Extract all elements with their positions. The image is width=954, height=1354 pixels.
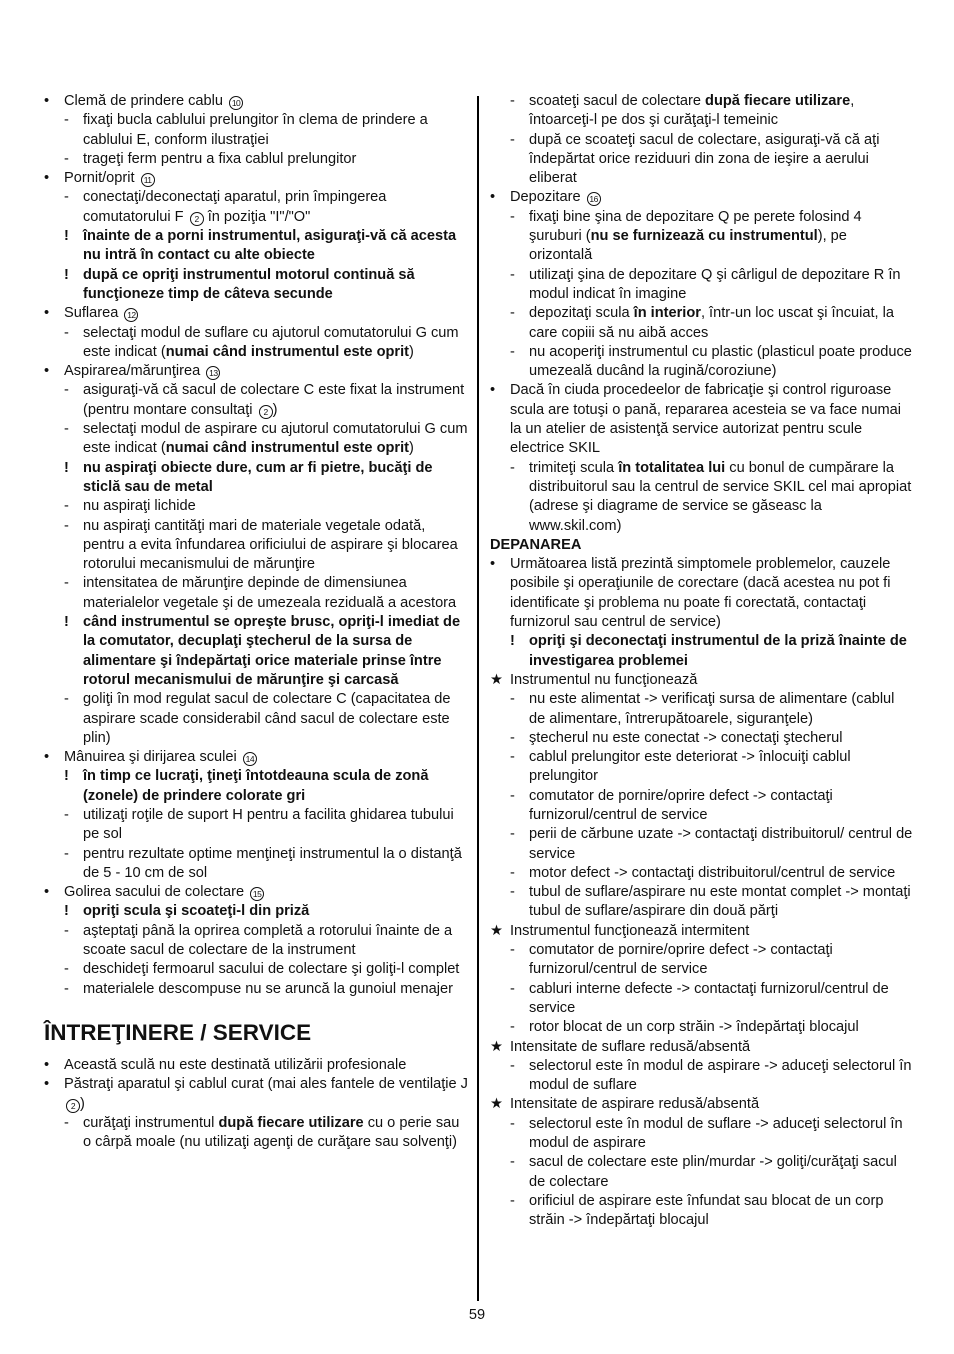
list-marker: - <box>510 1154 515 1171</box>
list-marker: • <box>490 382 496 399</box>
item-text: deschideţi fermoarul sacului de colectare şi goliţi-l complet <box>83 961 460 978</box>
dash-item <box>44 188 468 227</box>
list-marker: • <box>44 1056 50 1073</box>
dash-item <box>490 131 914 189</box>
dash-item <box>490 941 914 980</box>
item-text: Mânuirea şi dirijarea sculei 14 <box>64 749 257 765</box>
list-marker: - <box>510 93 515 109</box>
list-marker: • <box>44 170 50 187</box>
item-text: înainte de a porni instrumentul, asiguraţi-vă că acesta nu intră în contact cu alte obiecte <box>83 228 457 264</box>
list-marker: ! <box>510 633 515 650</box>
symptom-item <box>490 922 914 941</box>
bullet-item <box>44 92 468 111</box>
item-text: nu acoperiţi instrumentul cu plastic (plasticul poate produce umezeală ducând la rugină/coroziune) <box>529 343 912 380</box>
bullet-item <box>44 748 468 767</box>
dash-item <box>44 690 468 748</box>
item-text: conectaţi/deconectaţi aparatul, prin împingerea comutatorului F 2 în poziţia "I"/"O" <box>83 189 387 225</box>
left-column <box>44 92 468 1152</box>
list-marker: - <box>510 691 515 708</box>
item-text: aşteptaţi până la oprirea completă a rotorului înainte de a scoate sacul de colectare de la instrument <box>83 922 453 959</box>
list-marker: - <box>510 884 515 901</box>
list-marker: ! <box>64 903 69 920</box>
item-text: pentru rezultate optime menţineţi instrumentul la o distanţă de 5 - 10 cm de sol <box>83 845 462 881</box>
list-marker: - <box>64 324 69 341</box>
dash-item <box>490 1192 914 1231</box>
list-marker: - <box>64 961 69 978</box>
dash-item <box>490 304 914 343</box>
dash-item <box>44 980 468 999</box>
list-marker: - <box>510 942 515 959</box>
list-marker: ! <box>64 228 69 245</box>
item-text: Intensitate de suflare redusă/absentă <box>510 1038 751 1055</box>
list-marker: - <box>510 305 515 322</box>
dash-item <box>44 150 468 169</box>
item-text: când instrumentul se opreşte brusc, opriţi-l imediat de la comutator, decuplaţi ştecherul de la sursa de alimentare şi îndepărtaţi orice materiale prinse între rotorul mecanismului de mărunţire şi carcasă <box>83 614 461 688</box>
dash-item <box>44 574 468 613</box>
dash-item <box>490 729 914 748</box>
item-text: Această sculă nu este destinată utilizării profesionale <box>64 1056 407 1073</box>
list-marker: - <box>510 208 515 225</box>
item-text: tubul de suflare/aspirare nu este montat complet -> montaţi tubul de suflare/aspirare din două părţi <box>529 884 911 920</box>
list-marker: - <box>64 980 69 997</box>
item-text: sacul de colectare este plin/murdar -> goliţi/curăţaţi sacul de colectare <box>529 1154 897 1190</box>
dash-item <box>490 92 914 131</box>
list-marker: - <box>64 421 69 438</box>
list-marker: • <box>490 556 496 573</box>
dash-item <box>490 980 914 1019</box>
list-marker: - <box>510 343 515 360</box>
warning-item <box>490 632 914 671</box>
list-marker: ! <box>64 614 69 631</box>
item-text: selectaţi modul de aspirare cu ajutorul comutatorului G cum este indicat (numai când instrumentul este oprit) <box>83 421 468 457</box>
warning-item <box>44 227 468 266</box>
dash-item <box>490 1057 914 1096</box>
item-text: scoateţi sacul de colectare după fiecare utilizare, întoarceţi-l pe dos şi curăţaţi-l temeinic <box>529 93 855 129</box>
item-text: depozitaţi scula în interior, într-un loc uscat şi încuiat, la care copiii să nu aibă acces <box>529 305 894 341</box>
bullet-item <box>44 362 468 381</box>
item-text: Suflarea 12 <box>64 305 138 321</box>
list-marker: - <box>64 575 69 592</box>
dash-item <box>490 787 914 826</box>
dash-item <box>44 960 468 979</box>
item-text: Următoarea listă prezintă simptomele problemelor, cauzele posibile şi operaţiunile de corectare (dacă acestea nu pot fi identificate şi problema nu poate fi corectată, contactaţi furnizorul sau centrul de service) <box>510 556 891 631</box>
item-text: Instrumentul nu funcţionează <box>510 671 698 688</box>
item-text: Clemă de prindere cablu 10 <box>64 93 243 109</box>
bullet-item <box>490 555 914 632</box>
item-text: nu este alimentat -> verificaţi sursa de alimentare (cablul de alimentare, întrerupătoarele, siguranţele) <box>529 691 895 727</box>
dash-item <box>490 690 914 729</box>
warning-item <box>44 902 468 921</box>
list-marker: • <box>44 884 50 901</box>
list-marker: ★ <box>490 1096 504 1113</box>
list-marker: - <box>510 1057 515 1074</box>
item-text: trimiteţi scula în totalitatea lui cu bonul de cumpărare la distribuitorul sau la centrul de service SKIL cel mai apropiat (adrese şi diagrame de service se găseasc la www.skil.com) <box>529 459 912 534</box>
item-text: în timp ce lucraţi, ţineţi întotdeauna scula de zonă (zonele) de prindere colorate gri <box>83 768 429 804</box>
dash-item <box>44 1114 468 1153</box>
list-marker: - <box>510 787 515 804</box>
item-text: selectaţi modul de suflare cu ajutorul comutatorului G cum este indicat (numai când instrumentul este oprit) <box>83 324 459 360</box>
bullet-item <box>490 188 914 207</box>
warning-item <box>44 266 468 305</box>
dash-item <box>490 459 914 536</box>
item-text: motor defect -> contactaţi distribuitorul/centrul de service <box>529 864 896 881</box>
dash-item <box>490 266 914 305</box>
item-text: Depozitare 16 <box>510 189 601 205</box>
item-text: utilizaţi şina de depozitare Q şi cârligul de depozitare R în modul indicat în imagine <box>529 266 901 302</box>
warning-item <box>44 613 468 690</box>
symptom-item <box>490 1038 914 1057</box>
item-text: curăţaţi instrumentul după fiecare utilizare cu o perie sau o cârpă moale (nu utilizaţi agenţi de curăţare sau solvenţi) <box>83 1114 460 1151</box>
dash-item <box>44 845 468 884</box>
dash-item <box>490 1153 914 1192</box>
item-text: Golirea sacului de colectare 15 <box>64 884 264 900</box>
bullet-item <box>44 883 468 902</box>
list-marker: - <box>64 517 69 534</box>
list-marker: • <box>44 749 50 766</box>
list-marker: ★ <box>490 922 504 939</box>
dash-item <box>490 883 914 922</box>
item-text: selectorul este în modul de aspirare -> aduceţi selectorul în modul de suflare <box>529 1057 912 1094</box>
item-text: materialele descompuse nu se aruncă la gunoiul menajer <box>83 980 453 997</box>
dash-item <box>490 343 914 382</box>
list-marker: • <box>44 363 50 380</box>
item-text: fixaţi bine şina de depozitare Q pe perete folosind 4 şuruburi (nu se furnizează cu instrumentul), pe orizontală <box>529 208 862 264</box>
symptom-item <box>490 1095 914 1114</box>
list-marker: ★ <box>490 1038 504 1055</box>
list-marker: - <box>510 826 515 843</box>
dash-item <box>490 825 914 864</box>
list-marker: - <box>510 131 515 148</box>
dash-item <box>44 497 468 516</box>
bullet-item <box>44 1056 468 1075</box>
bullet-item <box>44 1075 468 1114</box>
list-marker: ! <box>64 768 69 785</box>
item-text: nu aspiraţi cantităţi mari de materiale vegetale odată, pentru a evita înfundarea orificiului de aspirare şi blocarea rotorului mecanismului de mărunţire <box>83 517 458 573</box>
list-marker: ! <box>64 459 69 476</box>
bullet-item <box>44 169 468 188</box>
warning-item <box>44 767 468 806</box>
dash-item <box>490 1115 914 1154</box>
item-text: Aspirarea/mărunţirea 13 <box>64 363 220 379</box>
item-text: intensitatea de mărunţire depinde de dimensiunea materialelor vegetale şi de umezeala reziduală a acestora <box>83 575 457 611</box>
item-text: goliţi în mod regulat sacul de colectare C (capacitatea de aspirare scade considerabil când sacul de colectare este plin) <box>83 691 451 746</box>
list-marker: ★ <box>490 671 504 688</box>
item-text: orificiul de aspirare este înfundat sau blocat de un corp străin -> îndepărtaţi blocajul <box>529 1192 884 1229</box>
item-text: comutator de pornire/oprire defect -> contactaţi furnizorul/centrul de service <box>529 787 833 823</box>
bullet-item <box>490 381 914 458</box>
warning-item <box>44 459 468 498</box>
dash-item <box>44 324 468 363</box>
list-marker: - <box>510 266 515 283</box>
item-text: Păstraţi aparatul şi cablul curat (mai ales fantele de ventilaţie J 2 ) <box>64 1076 468 1112</box>
dash-item <box>44 381 468 420</box>
item-text: Instrumentul funcţionează intermitent <box>510 922 750 939</box>
dash-item <box>44 517 468 575</box>
dash-item <box>490 748 914 787</box>
item-text: selectorul este în modul de suflare -> aduceţi selectorul în modul de aspirare <box>529 1115 903 1152</box>
item-text: trageţi ferm pentru a fixa cablul prelungitor <box>83 150 357 167</box>
item-text: Intensitate de aspirare redusă/absentă <box>510 1096 760 1113</box>
dash-item <box>490 1018 914 1037</box>
item-text: rotor blocat de un corp străin -> îndepărtaţi blocajul <box>529 1019 859 1036</box>
dash-item <box>44 420 468 459</box>
symptom-item <box>490 671 914 690</box>
item-text: Dacă în ciuda procedeelor de fabricaţie şi control riguroase scula are totuşi o pană, repararea acesteia se va face numai la un atelier de asistenţă service autorizat pentru scule electrice SKIL <box>510 382 902 457</box>
item-text: după ce scoateţi sacul de colectare, asiguraţi-vă că aţi îndepărtat orice reziduuri din zona de ieşire a aerului eliberat <box>529 131 880 187</box>
right-column <box>490 92 914 1231</box>
item-text: comutator de pornire/oprire defect -> contactaţi furnizorul/centrul de service <box>529 942 833 978</box>
page-number: 59 <box>468 1307 486 1323</box>
dash-item <box>44 806 468 845</box>
list-marker: - <box>510 1115 515 1132</box>
list-marker: - <box>64 922 69 939</box>
list-marker: ! <box>64 266 69 283</box>
dash-item <box>44 922 468 961</box>
list-marker: - <box>64 1114 69 1131</box>
item-text: nu aspiraţi obiecte dure, cum ar fi pietre, bucăţi de sticlă sau de metal <box>83 459 433 495</box>
item-text: nu aspiraţi lichide <box>83 498 196 515</box>
item-text: după ce opriţi instrumentul motorul continuă să funcţioneze timp de câteva secunde <box>83 266 415 302</box>
list-marker: - <box>510 729 515 746</box>
list-marker: - <box>64 691 69 708</box>
list-marker: - <box>64 112 69 129</box>
item-text: opriţi scula şi scoateţi-l din priză <box>83 903 310 920</box>
section-subheading: DEPANAREA <box>490 536 582 553</box>
list-marker: - <box>510 749 515 766</box>
list-marker: - <box>64 189 69 206</box>
bullet-item <box>44 304 468 323</box>
column-divider <box>477 96 479 1301</box>
list-marker: - <box>64 806 69 823</box>
list-marker: - <box>510 459 515 476</box>
list-marker: - <box>64 498 69 515</box>
item-text: perii de cărbune uzate -> contactaţi distribuitorul/ centrul de service <box>529 826 913 862</box>
list-marker: • <box>490 189 496 206</box>
dash-item <box>44 111 468 150</box>
list-marker: • <box>44 1076 50 1093</box>
item-text: Pornit/oprit 11 <box>64 170 155 186</box>
list-marker: - <box>510 980 515 997</box>
list-marker: - <box>64 150 69 167</box>
list-marker: - <box>64 382 69 399</box>
item-text: ştecherul nu este conectat -> conectaţi ştecherul <box>529 729 843 746</box>
list-marker: - <box>510 1019 515 1036</box>
item-text: cabluri interne defecte -> contactaţi furnizorul/centrul de service <box>529 980 889 1016</box>
list-marker: - <box>64 845 69 862</box>
dash-item <box>490 208 914 266</box>
item-text: asiguraţi-vă că sacul de colectare C este fixat la instrument (pentru montare consultaţi 2 ) <box>83 382 465 418</box>
item-text: fixaţi bucla cablului prelungitor în clema de prindere a cablului E, conform ilustraţiei <box>83 112 428 148</box>
list-marker: • <box>44 93 50 109</box>
list-marker: - <box>510 1192 515 1209</box>
dash-item <box>490 864 914 883</box>
item-text: utilizaţi roţile de suport H pentru a facilita ghidarea tubului pe sol <box>83 806 454 843</box>
item-text: cablul prelungitor este deteriorat -> înlocuiţi cablul prelungitor <box>529 749 851 785</box>
section-heading: ÎNTREŢINERE / SERVICE <box>44 1019 312 1045</box>
item-text: opriţi şi deconectaţi instrumentul de la priză înainte de investigarea problemei <box>529 633 907 669</box>
list-marker: - <box>510 864 515 881</box>
list-marker: • <box>44 305 50 322</box>
